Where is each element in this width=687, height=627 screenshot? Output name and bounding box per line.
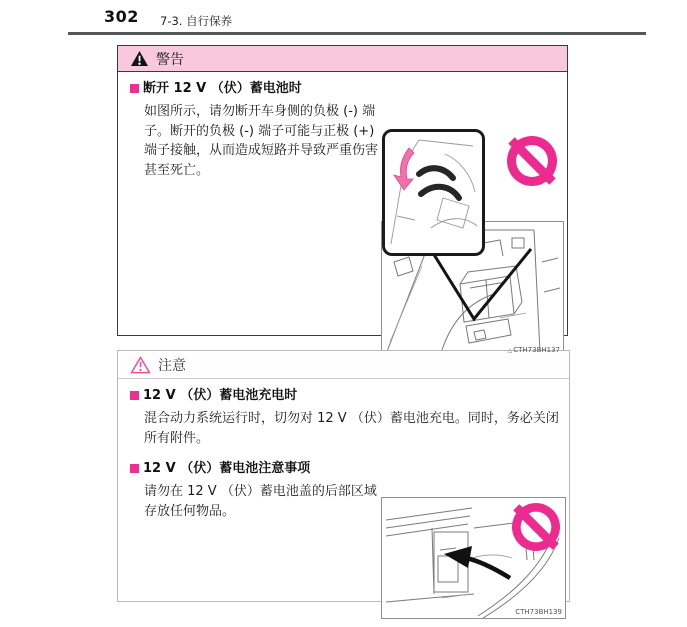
bullet-square-icon <box>130 464 139 473</box>
warning-box-header <box>118 46 567 72</box>
figure-code-2 <box>515 608 562 616</box>
figure-battery-cover <box>381 497 566 619</box>
warning-triangle-icon <box>130 50 149 67</box>
figure-mark-icon: △ <box>507 346 513 354</box>
warning-box-body <box>118 72 567 354</box>
caution-box-body <box>118 379 569 616</box>
caution-section1-heading <box>130 387 557 404</box>
warning-section-heading <box>130 80 555 97</box>
header-rule <box>68 32 646 35</box>
page-number: 302 <box>104 7 139 26</box>
terminal-closeup-sketch <box>385 132 482 253</box>
caution-section2-heading <box>130 460 557 477</box>
warning-section-heading-text: 断开 12 V （伏）蓄电池时 <box>143 81 302 96</box>
warning-box-title: 警告 <box>156 51 184 68</box>
figure-code-1-text: CTH73BH137 <box>513 346 560 354</box>
caution-section2-body: 请勿在 12 V （伏）蓄电池盖的后部区域存放任何物品。 <box>144 484 377 519</box>
black-arrow-icon <box>444 546 510 578</box>
prohibition-icon <box>512 503 560 551</box>
figure-battery-disconnect <box>381 129 564 357</box>
bullet-square-icon <box>130 391 139 400</box>
figure-code-2-text: CTH73BH139 <box>515 608 562 616</box>
pink-arrow-icon <box>394 148 414 190</box>
section-label: 7-3. 自行保养 <box>160 14 233 28</box>
prohibition-icon <box>507 136 557 186</box>
warning-box <box>117 45 568 354</box>
caution-section1-heading-text: 12 V （伏）蓄电池充电时 <box>143 388 298 403</box>
caution-box <box>117 350 570 616</box>
warning-section-body: 如图所示，请勿断开车身侧的负极 (-) 端子。断开的负极 (-) 端子可能与正极 (+) 端子接触，从而造成短路并导致严重伤害甚至死亡。 <box>144 104 379 178</box>
caution-section1-body: 混合动力系统运行时，切勿对 12 V （伏）蓄电池充电。同时，务必关闭所有附件。 <box>144 411 559 446</box>
caution-box-title: 注意 <box>158 357 186 374</box>
figure-code-1 <box>508 346 560 354</box>
caution-triangle-icon <box>130 356 151 374</box>
caution-section2-heading-text: 12 V （伏）蓄电池注意事项 <box>143 461 311 476</box>
bullet-square-icon <box>130 84 139 93</box>
figure-inset-frame <box>382 129 485 256</box>
